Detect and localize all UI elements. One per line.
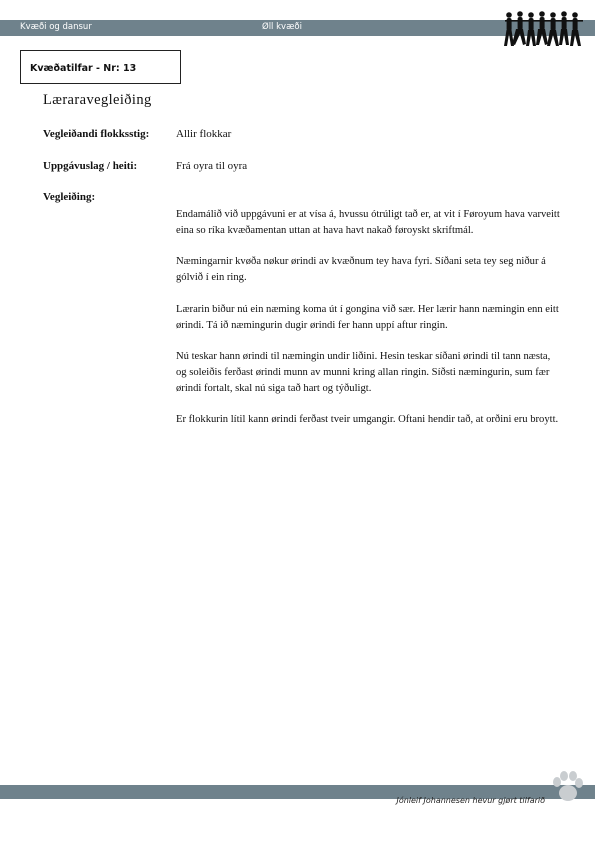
header-left-label: Kvæði og dansur [20, 22, 92, 32]
reference-box [20, 50, 181, 84]
reference-label: Kvæðatilfar - Nr: 13 [30, 63, 137, 74]
field-label-task: Uppgávuslag / heiti: [43, 160, 138, 172]
guidance-paragraph: Er flokkurin lítil kann ørindi ferðast tveir umgangir. Oftani hendir tað, at orðini eru broytt. [176, 414, 559, 426]
field-value-task: Frá oyra til oyra [176, 160, 248, 172]
guidance-paragraph: Endamálið við uppgávuni er at vísa á, hvussu ótrúligt tað er, at vit í Føroyum hava varveitt eina so ríka kvæðamentan uttan at hava havt nakað føroyskt skriftmál. [176, 209, 560, 236]
guidance-paragraph: Nú teskar hann ørindi til næmingin undir liðini. Hesin teskar síðani ørindi til tann næsta, og soleiðis ferðast ørindi munn av munni kring allan ringin. Síðsti næmingurin, sum fær ørindi fortalt, skal nú siga tað hart og týðuligt. [176, 351, 551, 394]
field-value-level: Allir flokkar [176, 128, 232, 140]
header-center-label: Øll kvæði [262, 22, 302, 32]
guidance-paragraph: Næmingarnir kvøða nøkur ørindi av kvæðnum tey hava fyri. Síðani seta tey seg niður á gólvið í ein ring. [176, 256, 546, 284]
field-label-guidance: Vegleiðing: [43, 191, 96, 203]
footer-credit: Jónleif Johannesen hevur gjørt tilfarið [396, 796, 545, 805]
guidance-paragraph: Lærarin biður nú ein næming koma út í gongina við sær. Her lærir hann næmingin enn eitt ørindi. Tá ið næmingurin dugir ørindi fer hann uppí aftur ringin. [176, 303, 559, 331]
dancers-silhouette-icon [503, 8, 585, 48]
field-label-level: Vegleiðandi flokksstig: [43, 128, 150, 140]
paw-print-icon [549, 770, 585, 804]
guidance-text [176, 207, 561, 444]
page-title: Læraravegleiðing [43, 92, 152, 108]
